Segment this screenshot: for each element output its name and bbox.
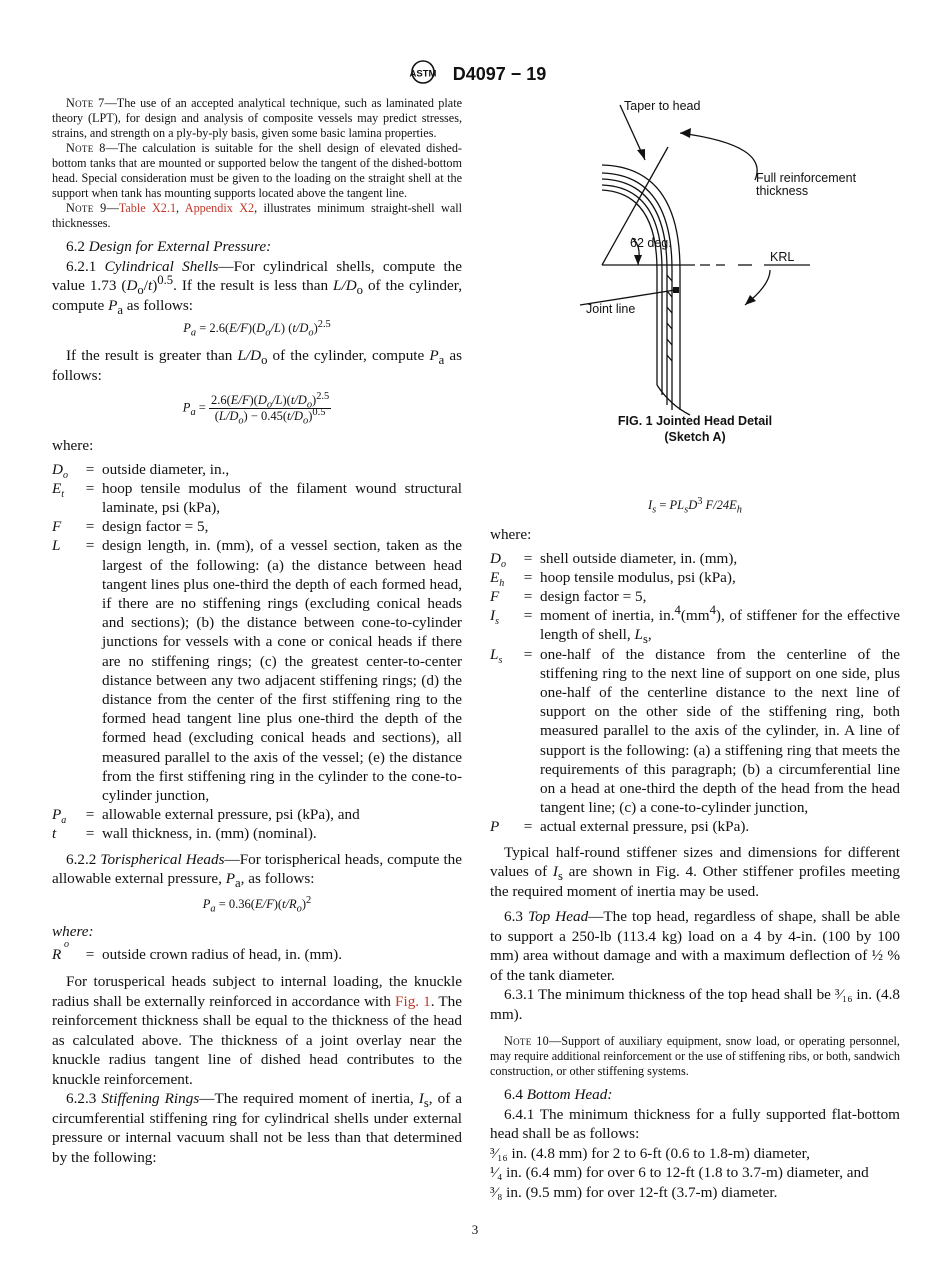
- label-joint-line: Joint line: [586, 302, 636, 316]
- definition-item: $E_t$ = hoop tensile modulus of the filament wound structural laminate, psi (kPa),: [52, 479, 462, 516]
- svg-text:ASTM: ASTM: [409, 68, 437, 80]
- caption-line-2: (Sketch A): [664, 430, 726, 444]
- paragraph-typical: Typical half-round stiffener sizes and dimensions for different values of $I_s$ are shown in Fig. 4. Other stiffener profiles meeting the required moment of inertia may be used.: [490, 843, 900, 900]
- list-item: ¹⁄₄ in. (6.4 mm) for over 6 to 12-ft (1.8 to 3.7-m) diameter, and: [490, 1164, 869, 1182]
- definition-item: t = wall thickness, in. (mm) (nominal).: [52, 825, 317, 843]
- paragraph-greater: If the result is greater than $L/D_o$ of the cylinder, compute $P_a$ as follows:: [52, 347, 463, 384]
- section-6-2-2: 6.2.2 Torispherical Heads—For torispherical heads, compute the allowable external pressure, $P_a$, as follows:: [52, 850, 462, 891]
- label-taper: Taper to head: [624, 99, 701, 113]
- section-6-4-1: 6.4.1 The minimum thickness for a fully supported flat-bottom head shall be as follows:: [490, 1105, 900, 1143]
- where-label-2: where:: [52, 922, 94, 940]
- label-angle: 62 deg.: [630, 236, 672, 250]
- appendix-x2-link[interactable]: Appendix X2: [184, 201, 255, 215]
- equation-pa-1: $P_a = 2.6(E/F)(D_o/L)$ $(t/D_o)^{2.5}$: [183, 318, 331, 339]
- equation-pa-2: $P_a$ = $\frac{2.6(E/F)(D_o/L)(t/D_o)^{2.5}}{(L/D_o) - 0.45(t/D_o)^{0.5}}$: [182, 390, 330, 427]
- thickness-list: [490, 1144, 900, 1203]
- note-10: Note 10—Support of auxiliary equipment, snow load, or operating personnel, may require additional reinforcement or the use of stiffening ribs, or both, sandwich construction, or other stiffening systems.: [490, 1034, 900, 1079]
- definition-item: $P_a$ = allowable external pressure, psi (kPa), and: [52, 806, 360, 827]
- page-number: 3: [471, 1222, 479, 1237]
- fig-1-link[interactable]: Fig. 1: [395, 992, 431, 1010]
- list-item: ³⁄₁₆ in. (4.8 mm) for 2 to 6-ft (0.6 to 1.8-m) diameter,: [490, 1144, 810, 1162]
- section-6-4: 6.4 Bottom Head:: [504, 1086, 613, 1104]
- figure-caption: [490, 413, 900, 445]
- left-column: [52, 96, 462, 1167]
- paragraph-torispherical: For torusperical heads subject to internal loading, the knuckle radius shall be externally reinforced in accordance with Fig. 1. The reinforcement thickness shall be equal to the thickness of the head as calculated above. The thickness of a joint overlay near the knuckle radius tangent line of dished head contributes to the knuckle reinforcement.: [52, 973, 462, 1088]
- equation-pa-3: $P_a = 0.36(E/F)(t/R_o)^2$: [202, 894, 312, 915]
- label-krl: KRL: [770, 250, 795, 264]
- section-6-2-1: 6.2.1 Cylindrical Shells—For cylindrical shells, compute the value 1.73 $(D_o/t)^{0.5}$. If the result is less than $L/D_o$ of the cylinder, compute $P_a$ as follows:: [52, 257, 463, 317]
- label-full-reinforcement: Full reinforcement: [756, 171, 857, 185]
- definition-item: $D_o$ = shell outside diameter, in. (mm),: [490, 549, 738, 570]
- definition-item: F = design factor = 5,: [52, 518, 209, 536]
- right-column: [490, 495, 901, 1202]
- equation-is: $I_s = PL_sD^3$ $F/24E_h$: [647, 495, 742, 516]
- where-label-1: where:: [52, 437, 94, 454]
- document-code: D4097 − 19: [452, 64, 547, 84]
- section-6-3: 6.3 Top Head—The top head, regardless of shape, shall be able to support a 250-lb (113.4 kg) load on a 4 by 4-in. (100 by 100 mm) area without damage and with a maximum deflection of ½ % of the tank diameter.: [490, 908, 900, 984]
- definition-item: L = design length, in. (mm), of a vessel section, taken as the largest of the following: (a) the distance between head tangent lines plus one-third the depth of each formed head, if there are no stiffening rings (excluding conical heads and sections); (b) the distance between cone-to-cylinder junctions for vessels with a cone or conical heads if there are no stiffening rings; (c) the greatest center-to-center distance between any two adjacent stiffening rings; (d) the distance from the center of the first stiffening ring to the formed head tangent line plus one-third the depth of the formed head (excluding conical heads and sections), all measured parallel to the axis of the vessel; (e) the distance from the first stiffening ring in the cylinder to the cone-to-cylinder junction,: [52, 537, 462, 804]
- label-thickness: thickness: [756, 184, 809, 198]
- astm-logo-icon: [404, 58, 442, 91]
- figure-1: [520, 95, 890, 425]
- note-9: Note 9—Table X2.1, Appendix X2, illustrates minimum straight-shell wall thicknesses.: [52, 201, 462, 230]
- definition-item: $E_h$ = hoop tensile modulus, psi (kPa),: [490, 568, 736, 589]
- definition-is: $I_s$ = moment of inertia, $in.^4(mm^4)$, of stiffener for the effective length of shell, $L_s$,: [490, 603, 901, 647]
- note-7: Note 7—The use of an accepted analytical technique, such as laminated plate theory (LPT), for design and analysis of composite vessels may predict stresses, strains, and strength on a ply-by-ply basis, given some basic lamina properties.: [52, 96, 462, 140]
- definition-p: P = actual external pressure, psi (kPa).: [490, 818, 750, 836]
- definition-ro: R o = outside crown radius of head, in. (mm).: [52, 939, 342, 964]
- section-6-3-1: 6.3.1 The minimum thickness of the top head shall be ³⁄₁₆ in. (4.8 mm).: [490, 986, 900, 1023]
- definition-item: F = design factor = 5,: [490, 587, 647, 605]
- caption-line-1: FIG. 1 Jointed Head Detail: [617, 414, 773, 428]
- definition-item: $D_o$ = outside diameter, in.,: [52, 460, 230, 481]
- definitions-list-2: [490, 549, 900, 607]
- section-6-2-3: 6.2.3 Stiffening Rings—The required moment of inertia, $I_s$, of a circumferential stiffening ring for cylindrical shells under external pressure or internal vacuum shall not be less than that determined by the following:: [52, 1090, 463, 1166]
- definitions-list-1: [52, 460, 462, 844]
- list-item: ³⁄₈ in. (9.5 mm) for over 12-ft (3.7-m) diameter.: [490, 1183, 778, 1201]
- page-header: [0, 58, 950, 91]
- section-6-2: 6.2 Design for External Pressure:: [66, 238, 272, 255]
- jointed-head-sketch: [520, 95, 890, 425]
- table-x2-1-link[interactable]: Table X2.1: [118, 201, 177, 215]
- note-8: Note 8—The calculation is suitable for the shell design of elevated dished-bottom tanks that are mounted or supported below the tangent of the dished-bottom head. Special consideration must be given to the loading on the straight shell at the support when tank has mounting supports located above the tangent line.: [52, 141, 462, 200]
- where-label-3: where:: [490, 526, 532, 543]
- definition-ls: $L_s$ = one-half of the distance from the centerline of the stiffening ring to the next line of support on one side, plus one-half of the centerline distance to the next line of support on the other side of the stiffening ring, both measured parallel to the axis of the cylinder, in. A line of support is the following: (a) a stiffening ring that meets the requirements of this paragraph; (b) a circumferential line on a head at one-third the depth of the head from the head tangent line; (c) a cone-to-cylinder junction,: [490, 645, 900, 817]
